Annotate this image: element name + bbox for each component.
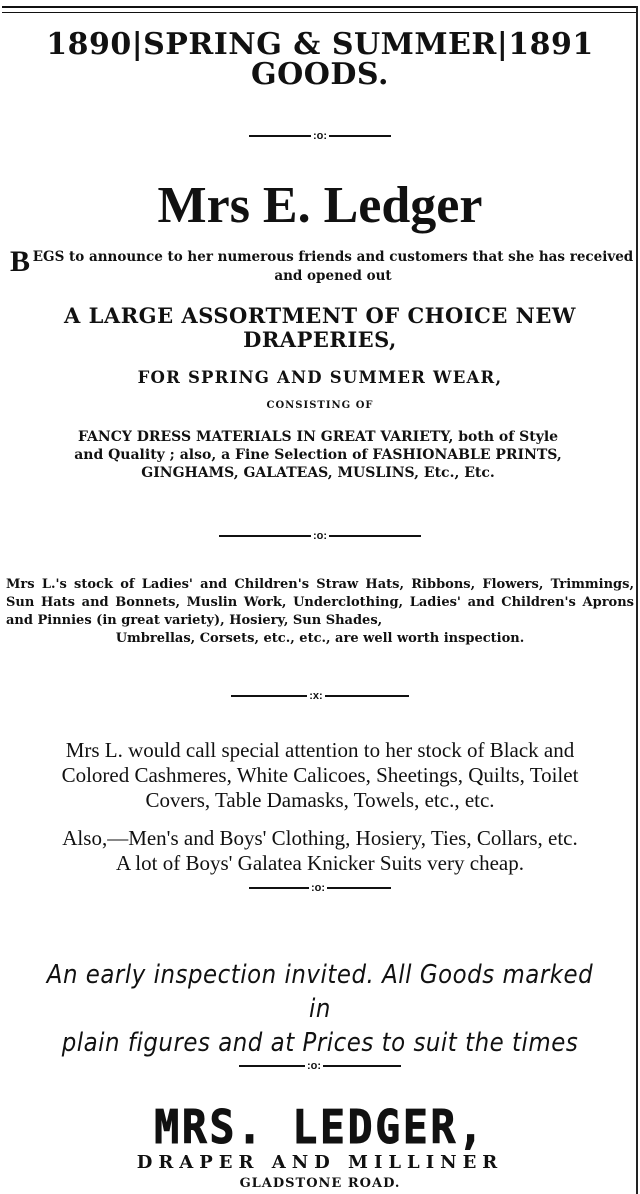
attention-paragraph — [6, 738, 634, 813]
materials-line-3: GINGHAMS, GALATEAS, MUSLINS, Etc., Etc. — [141, 465, 495, 481]
top-double-rule-inner — [2, 12, 638, 13]
inspection-line-2: plain figures and at Prices to suit the times — [61, 1028, 579, 1058]
also-line-1: Also,—Men's and Boys' Clothing, Hosiery, Ties, Collars, etc. — [62, 826, 578, 850]
footer-name — [32, 1102, 608, 1152]
inspection-note — [44, 958, 597, 1060]
also-paragraph — [6, 826, 634, 876]
separator-ornament — [0, 882, 640, 894]
materials-paragraph — [10, 428, 626, 482]
also-line-2: A lot of Boys' Galatea Knicker Suits very cheap. — [116, 851, 524, 875]
attention-line-1: Mrs L. would call special attention to her stock of Black and — [65, 738, 575, 762]
drop-cap: B — [10, 245, 31, 278]
announcement-paragraph — [10, 245, 634, 286]
headline-years-season: 1890|SPRING & SUMMER|1891 — [46, 27, 594, 62]
headline-goods: GOODS. — [251, 57, 389, 92]
top-double-rule — [2, 6, 638, 8]
inspection-line-1: An early inspection invited. All Goods marked in — [46, 960, 594, 1024]
separator-mark: :o: — [306, 1060, 322, 1073]
announcement-text: EGS to announce to her numerous friends and customers that she has received and opened out — [32, 249, 634, 284]
footer-name-text: MRS. LEDGER, — [154, 1100, 486, 1154]
assortment-line-1: A LARGE ASSORTMENT OF CHOICE NEW — [64, 303, 576, 328]
attention-line-2: Colored Cashmeres, White Calicoes, Sheetings, Quilts, Toilet — [61, 763, 579, 787]
headline — [0, 27, 640, 92]
footer-address: GLADSTONE ROAD. — [239, 1176, 401, 1191]
footer-trade: DRAPER AND MILLINER — [136, 1152, 504, 1173]
separator-ornament — [0, 530, 640, 542]
separator-ornament — [0, 1060, 640, 1072]
separator-ornament — [0, 130, 640, 142]
separator-mark: :o: — [312, 530, 328, 543]
assortment-heading — [0, 304, 640, 352]
attention-line-3: Covers, Table Damasks, Towels, etc., etc. — [145, 788, 495, 812]
stock-paragraph-body: Mrs L.'s stock of Ladies' and Children's Straw Hats, Ribbons, Flowers, Trimmings, Sun Hats and Bonnets, Muslin Work, Underclothing, Ladies' and Children's Aprons and Pinnies (in great variety), Hosiery, Sun Shades, — [6, 577, 634, 628]
materials-line-1: FANCY DRESS MATERIALS IN GREAT VARIETY, both of Style — [77, 429, 559, 445]
separator-mark: :x: — [309, 690, 323, 703]
stock-paragraph-last-line: Umbrellas, Corsets, etc., etc., are well worth inspection. — [115, 631, 525, 646]
stock-paragraph — [6, 576, 634, 648]
separator-mark: :o: — [310, 882, 326, 895]
consisting-of-label: CONSISTING OF — [266, 400, 374, 411]
materials-line-2: and Quality ; also, a Fine Selection of FASHIONABLE PRINTS, — [74, 447, 562, 463]
season-wear-heading: FOR SPRING AND SUMMER WEAR, — [137, 368, 503, 387]
proprietor-name: Mrs E. Ledger — [157, 177, 483, 234]
separator-ornament — [0, 690, 640, 702]
separator-mark: :o: — [312, 130, 328, 143]
assortment-line-2: DRAPERIES, — [243, 327, 397, 352]
